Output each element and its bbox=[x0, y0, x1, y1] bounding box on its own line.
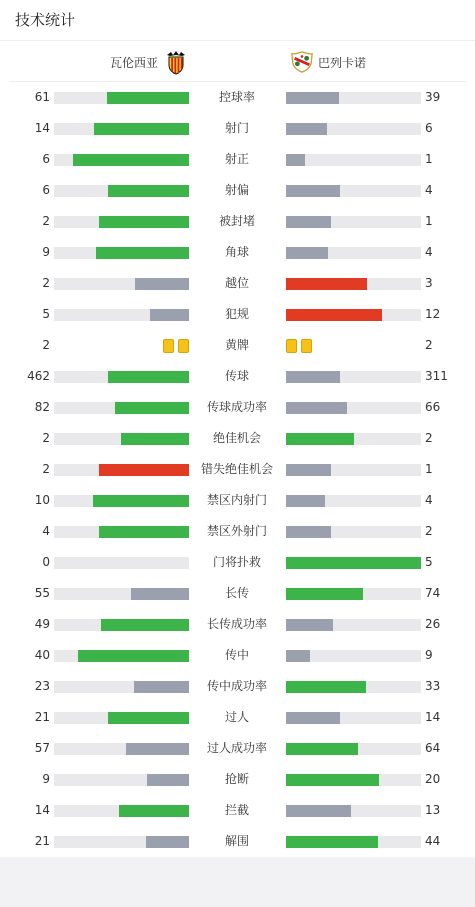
home-stat-value: 10 bbox=[34, 493, 50, 507]
stat-label: 传球 bbox=[224, 369, 249, 383]
away-stat-value: 2 bbox=[425, 338, 433, 352]
away-stat-bar-fill bbox=[286, 433, 354, 445]
away-stat-bar-fill bbox=[286, 247, 328, 259]
home-stat-value: 57 bbox=[34, 741, 50, 755]
home-stat-bar-track bbox=[54, 309, 189, 321]
home-stat-value: 462 bbox=[27, 369, 50, 383]
away-stat-bar-fill bbox=[286, 92, 339, 104]
stat-label: 黄牌 bbox=[224, 338, 249, 352]
home-stat-bar-track bbox=[54, 557, 189, 569]
away-stat-bar-track bbox=[286, 247, 421, 259]
away-stat-bar-fill bbox=[286, 619, 333, 631]
yellow-card-icon bbox=[178, 339, 189, 353]
away-stat-bar-fill bbox=[286, 805, 351, 817]
stat-label: 拦截 bbox=[224, 803, 249, 817]
away-stat-value: 39 bbox=[425, 90, 441, 104]
away-stat-bar-fill bbox=[286, 216, 331, 228]
away-stat-value: 26 bbox=[425, 617, 441, 631]
away-stat-bar-fill bbox=[286, 526, 331, 538]
stat-row bbox=[0, 640, 475, 671]
yellow-card-icon bbox=[163, 339, 174, 353]
stat-row bbox=[0, 485, 475, 516]
away-stat-bar-track bbox=[286, 588, 421, 600]
home-stat-bar-track bbox=[54, 402, 189, 414]
stat-row bbox=[0, 206, 475, 237]
away-stat-value: 64 bbox=[425, 741, 441, 755]
away-stat-bar-track bbox=[286, 433, 421, 445]
home-stat-value: 9 bbox=[42, 245, 50, 259]
away-stat-bar-track bbox=[286, 619, 421, 631]
home-stat-bar-track bbox=[54, 650, 189, 662]
stat-label: 过人成功率 bbox=[206, 741, 267, 755]
away-stat-bar-track bbox=[286, 154, 421, 166]
home-stat-value: 14 bbox=[34, 121, 50, 135]
stat-row bbox=[0, 82, 475, 113]
stat-row bbox=[0, 361, 475, 392]
away-stat-bar-fill bbox=[286, 557, 421, 569]
home-stat-bar-track bbox=[54, 681, 189, 693]
away-stat-value: 33 bbox=[425, 679, 441, 693]
home-stat-bar-track bbox=[54, 743, 189, 755]
home-yellow-cards bbox=[163, 339, 189, 353]
away-stat-value: 2 bbox=[425, 431, 433, 445]
home-stat-value: 0 bbox=[42, 555, 50, 569]
stat-label: 射正 bbox=[224, 152, 249, 166]
home-stat-bar-track bbox=[54, 526, 189, 538]
stat-label: 解围 bbox=[224, 834, 249, 848]
away-stat-value: 74 bbox=[425, 586, 441, 600]
home-team-header[interactable] bbox=[110, 49, 188, 75]
away-stat-value: 2 bbox=[425, 524, 433, 538]
yellow-card-icon bbox=[301, 339, 312, 353]
home-stat-value: 2 bbox=[42, 214, 50, 228]
away-stat-value: 12 bbox=[425, 307, 441, 321]
stat-row bbox=[0, 175, 475, 206]
stat-label: 射门 bbox=[224, 121, 249, 135]
away-stat-value: 13 bbox=[425, 803, 441, 817]
away-yellow-cards bbox=[286, 339, 312, 353]
away-stat-bar-track bbox=[286, 743, 421, 755]
away-stat-value: 6 bbox=[425, 121, 433, 135]
away-stat-bar-fill bbox=[286, 712, 340, 724]
home-stat-bar-track bbox=[54, 495, 189, 507]
home-stat-bar-fill bbox=[94, 123, 189, 135]
home-stat-bar-track bbox=[54, 805, 189, 817]
home-stat-value: 23 bbox=[34, 679, 50, 693]
stat-label: 射偏 bbox=[224, 183, 249, 197]
rayo-vallecano-crest-icon bbox=[290, 49, 314, 75]
away-stat-bar-track bbox=[286, 712, 421, 724]
stat-label: 禁区外射门 bbox=[206, 524, 267, 538]
home-stat-bar-fill bbox=[131, 588, 189, 600]
stat-label: 传中成功率 bbox=[206, 679, 267, 693]
home-stat-value: 14 bbox=[34, 803, 50, 817]
away-stat-value: 1 bbox=[425, 214, 433, 228]
home-stat-value: 6 bbox=[42, 183, 50, 197]
stat-label: 长传 bbox=[224, 586, 249, 600]
away-stat-value: 20 bbox=[425, 772, 441, 786]
home-stat-bar-fill bbox=[99, 526, 189, 538]
away-stat-bar-track bbox=[286, 402, 421, 414]
title-divider bbox=[0, 40, 475, 41]
home-stat-bar-fill bbox=[150, 309, 189, 321]
home-stat-value: 55 bbox=[34, 586, 50, 600]
stat-row bbox=[0, 764, 475, 795]
stat-row bbox=[0, 299, 475, 330]
home-stat-bar-track bbox=[54, 588, 189, 600]
stat-label: 禁区内射门 bbox=[206, 493, 267, 507]
home-stat-bar-track bbox=[54, 774, 189, 786]
home-team-name: 瓦伦西亚 bbox=[109, 55, 158, 70]
stat-row bbox=[0, 578, 475, 609]
away-stat-value: 1 bbox=[425, 152, 433, 166]
away-stat-bar-track bbox=[286, 836, 421, 848]
stat-label: 绝佳机会 bbox=[212, 431, 261, 445]
home-stat-bar-fill bbox=[96, 247, 189, 259]
stat-label: 门将扑救 bbox=[212, 555, 261, 569]
stat-row bbox=[0, 237, 475, 268]
away-stat-bar-fill bbox=[286, 681, 366, 693]
away-stat-value: 5 bbox=[425, 555, 433, 569]
valencia-bat-crest-icon bbox=[164, 49, 188, 75]
away-stat-bar-track bbox=[286, 774, 421, 786]
away-stat-bar-fill bbox=[286, 743, 358, 755]
home-stat-bar-fill bbox=[146, 836, 189, 848]
home-stat-value: 2 bbox=[42, 431, 50, 445]
stat-row bbox=[0, 516, 475, 547]
away-stat-bar-fill bbox=[286, 836, 378, 848]
home-stat-bar-track bbox=[54, 712, 189, 724]
home-stat-bar-fill bbox=[134, 681, 189, 693]
home-stat-value: 5 bbox=[42, 307, 50, 321]
away-stat-bar-fill bbox=[286, 309, 382, 321]
stat-row bbox=[0, 826, 475, 857]
home-stat-bar-fill bbox=[126, 743, 189, 755]
away-stat-bar-fill bbox=[286, 495, 325, 507]
stat-row bbox=[0, 609, 475, 640]
away-stat-bar-track bbox=[286, 371, 421, 383]
home-stat-value: 21 bbox=[34, 834, 50, 848]
stat-row bbox=[0, 330, 475, 361]
home-stat-bar-track bbox=[54, 92, 189, 104]
away-stat-value: 4 bbox=[425, 493, 433, 507]
home-stat-value: 2 bbox=[42, 338, 50, 352]
away-stat-bar-track bbox=[286, 650, 421, 662]
away-stat-bar-fill bbox=[286, 154, 305, 166]
stat-row bbox=[0, 423, 475, 454]
stat-label: 越位 bbox=[224, 276, 249, 290]
away-stat-value: 311 bbox=[425, 369, 448, 383]
home-stat-bar-fill bbox=[73, 154, 189, 166]
home-stat-bar-track bbox=[54, 278, 189, 290]
away-team-name: 巴列卡诺 bbox=[318, 55, 367, 70]
stat-row bbox=[0, 268, 475, 299]
home-stat-bar-fill bbox=[119, 805, 189, 817]
away-stat-bar-fill bbox=[286, 464, 331, 476]
home-stat-bar-fill bbox=[93, 495, 189, 507]
away-stat-value: 1 bbox=[425, 462, 433, 476]
away-team-header[interactable] bbox=[290, 49, 366, 75]
stat-row bbox=[0, 547, 475, 578]
stat-label: 抢断 bbox=[224, 772, 249, 786]
stat-label: 犯规 bbox=[224, 307, 249, 321]
stat-row bbox=[0, 795, 475, 826]
home-stat-bar-track bbox=[54, 247, 189, 259]
home-stat-bar-fill bbox=[108, 185, 189, 197]
home-stat-value: 4 bbox=[42, 524, 50, 538]
home-stat-value: 9 bbox=[42, 772, 50, 786]
stat-row bbox=[0, 392, 475, 423]
stat-label: 角球 bbox=[224, 245, 249, 259]
away-stat-bar-track bbox=[286, 805, 421, 817]
stat-row bbox=[0, 113, 475, 144]
home-stat-value: 49 bbox=[34, 617, 50, 631]
page-title: 技术统计 bbox=[15, 11, 76, 29]
home-stat-bar-fill bbox=[78, 650, 189, 662]
away-stat-value: 44 bbox=[425, 834, 441, 848]
stat-label: 控球率 bbox=[218, 90, 255, 104]
stat-label: 传中 bbox=[224, 648, 249, 662]
home-stat-bar-track bbox=[54, 123, 189, 135]
home-stat-value: 6 bbox=[42, 152, 50, 166]
stat-label: 过人 bbox=[224, 710, 249, 724]
home-stat-bar-fill bbox=[107, 92, 189, 104]
away-stat-value: 4 bbox=[425, 183, 433, 197]
home-stat-value: 40 bbox=[34, 648, 50, 662]
away-stat-bar-track bbox=[286, 495, 421, 507]
away-stat-bar-fill bbox=[286, 588, 363, 600]
home-stat-value: 21 bbox=[34, 710, 50, 724]
away-stat-bar-fill bbox=[286, 278, 367, 290]
home-stat-bar-fill bbox=[99, 216, 189, 228]
away-stat-bar-track bbox=[286, 309, 421, 321]
away-stat-bar-fill bbox=[286, 371, 340, 383]
home-stat-bar-fill bbox=[147, 774, 189, 786]
home-stat-bar-track bbox=[54, 371, 189, 383]
away-stat-bar-fill bbox=[286, 123, 327, 135]
stat-row bbox=[0, 671, 475, 702]
away-stat-bar-track bbox=[286, 123, 421, 135]
away-stat-bar-fill bbox=[286, 774, 379, 786]
home-stat-bar-track bbox=[54, 216, 189, 228]
home-stat-bar-track bbox=[54, 464, 189, 476]
home-stat-bar-track bbox=[54, 836, 189, 848]
home-stat-bar-fill bbox=[121, 433, 189, 445]
away-stat-bar-track bbox=[286, 92, 421, 104]
home-stat-bar-fill bbox=[101, 619, 189, 631]
away-stat-bar-fill bbox=[286, 185, 340, 197]
yellow-card-icon bbox=[286, 339, 297, 353]
away-stat-bar-fill bbox=[286, 650, 310, 662]
stat-row bbox=[0, 702, 475, 733]
stat-row bbox=[0, 733, 475, 764]
away-stat-bar-fill bbox=[286, 402, 347, 414]
stat-label: 错失绝佳机会 bbox=[200, 462, 273, 476]
away-stat-bar-track bbox=[286, 216, 421, 228]
away-stat-bar-track bbox=[286, 464, 421, 476]
home-stat-bar-fill bbox=[108, 371, 189, 383]
home-stat-value: 82 bbox=[34, 400, 50, 414]
home-stat-bar-fill bbox=[115, 402, 189, 414]
home-stat-value: 61 bbox=[34, 90, 50, 104]
away-stat-value: 9 bbox=[425, 648, 433, 662]
away-stat-value: 4 bbox=[425, 245, 433, 259]
stat-row bbox=[0, 454, 475, 485]
home-stat-bar-fill bbox=[99, 464, 189, 476]
away-stat-value: 3 bbox=[425, 276, 433, 290]
home-stat-bar-track bbox=[54, 433, 189, 445]
home-stat-value: 2 bbox=[42, 276, 50, 290]
home-stat-bar-track bbox=[54, 185, 189, 197]
home-stat-bar-track bbox=[54, 154, 189, 166]
stat-label: 传球成功率 bbox=[206, 400, 267, 414]
away-stat-bar-track bbox=[286, 526, 421, 538]
away-stat-bar-track bbox=[286, 278, 421, 290]
away-stat-bar-track bbox=[286, 557, 421, 569]
stat-row bbox=[0, 144, 475, 175]
away-stat-value: 14 bbox=[425, 710, 441, 724]
home-stat-bar-track bbox=[54, 619, 189, 631]
home-stat-bar-fill bbox=[135, 278, 189, 290]
stat-label: 被封堵 bbox=[218, 214, 255, 228]
away-stat-bar-track bbox=[286, 185, 421, 197]
away-stat-bar-track bbox=[286, 681, 421, 693]
away-stat-value: 66 bbox=[425, 400, 441, 414]
stat-label: 长传成功率 bbox=[206, 617, 267, 631]
home-stat-value: 2 bbox=[42, 462, 50, 476]
home-stat-bar-fill bbox=[108, 712, 189, 724]
